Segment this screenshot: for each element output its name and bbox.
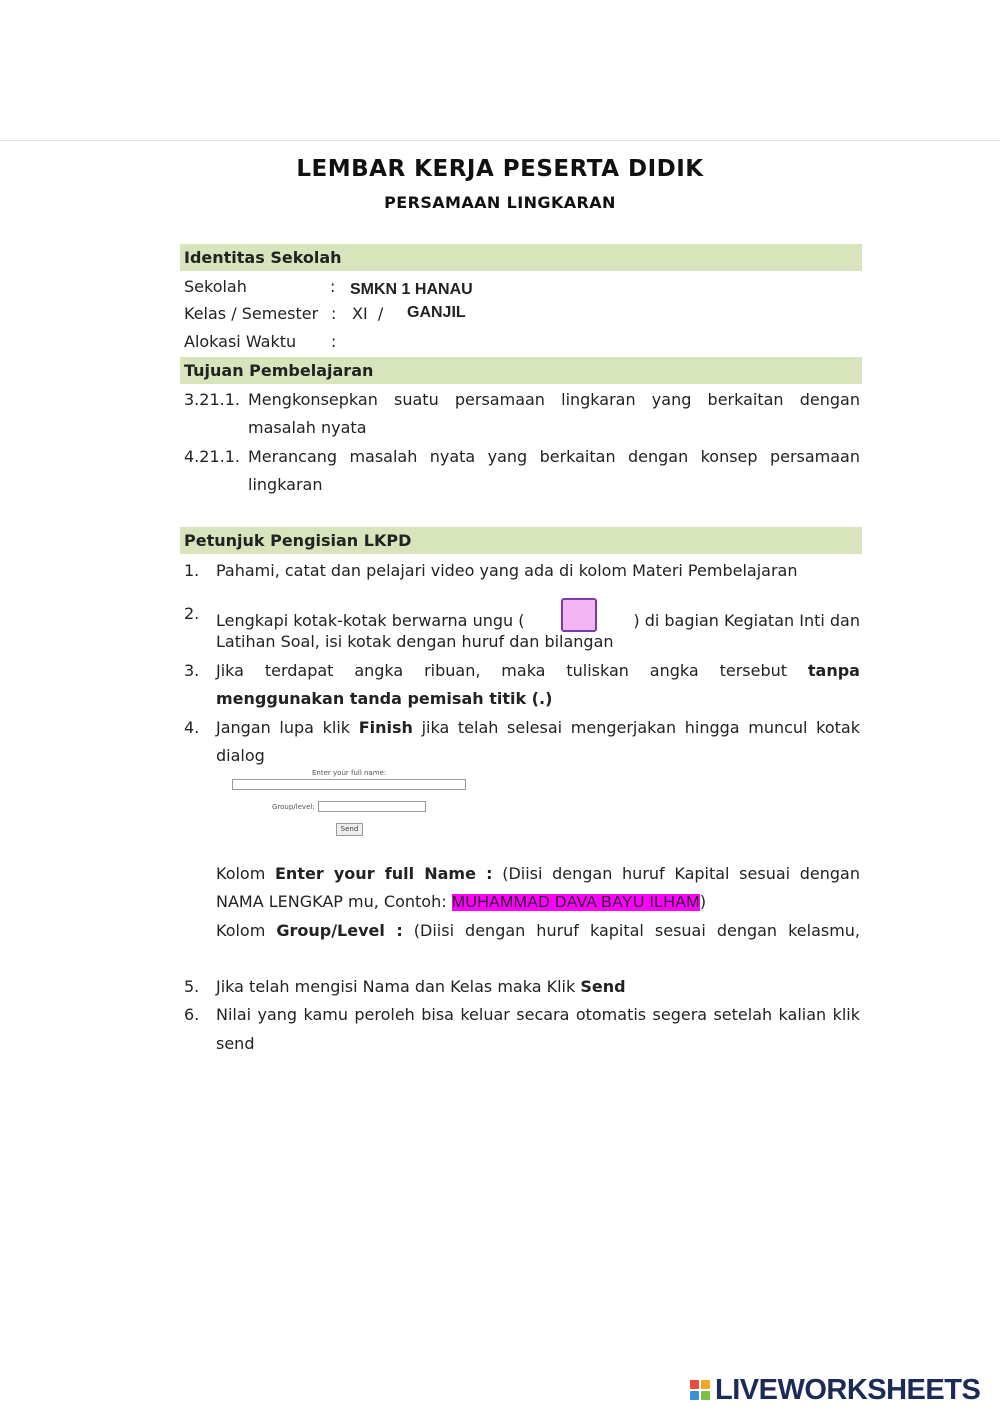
purple-box-icon bbox=[561, 598, 597, 632]
example-name-highlight: MUHAMMAD DAVA BAYU ILHAM bbox=[451, 894, 700, 911]
dialog-send-button: Send bbox=[336, 823, 363, 836]
logo-square-icon bbox=[701, 1380, 710, 1389]
petunjuk-3-line bbox=[216, 661, 860, 681]
petunjuk-4-text-c: jika telah selesai mengerjakan hingga muncul kotak bbox=[421, 718, 860, 737]
section-petunjuk-heading: Petunjuk Pengisian LKPD bbox=[180, 527, 862, 554]
petunjuk-1-number: 1. bbox=[184, 561, 200, 580]
kolom-name-a: Kolom bbox=[216, 864, 266, 883]
petunjuk-4-number: 4. bbox=[184, 718, 200, 737]
logo-square-icon bbox=[701, 1391, 710, 1400]
kolom-name-line2 bbox=[216, 892, 706, 913]
petunjuk-5-number: 5. bbox=[184, 977, 200, 996]
petunjuk-2-text-a: Lengkapi kotak-kotak berwarna ungu ( bbox=[216, 611, 525, 630]
petunjuk-6-number: 6. bbox=[184, 1005, 200, 1024]
kolom-name-line2-end: ) bbox=[699, 892, 707, 911]
tujuan-item-number: 4.21.1. bbox=[184, 447, 240, 466]
petunjuk-4-finish: Finish bbox=[358, 718, 413, 737]
logo-grid-icon bbox=[690, 1380, 710, 1400]
dialog-name-input bbox=[232, 779, 466, 790]
tujuan-item-text-cont: masalah nyata bbox=[248, 418, 367, 437]
kelas-colon: : bbox=[331, 304, 337, 323]
kelas-label: Kelas / Semester bbox=[184, 304, 319, 323]
petunjuk-3-bold-cont: menggunakan tanda pemisah titik (.) bbox=[216, 689, 553, 708]
dialog-group-label: Group/level: bbox=[272, 803, 315, 811]
liveworksheets-logo bbox=[690, 1372, 980, 1408]
petunjuk-1-text: Pahami, catat dan pelajari video yang ada di kolom Materi Pembelajaran bbox=[216, 561, 798, 580]
waktu-label: Alokasi Waktu bbox=[184, 332, 297, 351]
petunjuk-4-text-cont: dialog bbox=[216, 746, 265, 765]
logo-text: LIVEWORKSHEETS bbox=[715, 1373, 981, 1406]
kolom-group-b: Group/Level : bbox=[276, 921, 403, 940]
semester-value: GANJIL bbox=[407, 304, 466, 321]
section-tujuan-heading: Tujuan Pembelajaran bbox=[180, 357, 862, 384]
section-identitas-heading: Identitas Sekolah bbox=[180, 244, 862, 271]
kolom-name-b: Enter your full Name : bbox=[275, 864, 493, 883]
petunjuk-4-text-a: Jangan lupa klik bbox=[216, 718, 351, 737]
logo-square-icon bbox=[690, 1391, 699, 1400]
kolom-group-line bbox=[216, 921, 860, 941]
petunjuk-4-line bbox=[216, 718, 860, 738]
sekolah-value: SMKN 1 HANAU bbox=[350, 281, 473, 298]
tujuan-item-text: Merancang masalah nyata yang berkaitan dengan konsep persamaan bbox=[248, 447, 860, 466]
petunjuk-5-line bbox=[216, 977, 626, 997]
petunjuk-2-text-b: ) di bagian Kegiatan Inti dan bbox=[633, 611, 860, 630]
dialog-group-input bbox=[318, 801, 426, 812]
tujuan-item-number: 3.21.1. bbox=[184, 390, 240, 409]
page-title: LEMBAR KERJA PESERTA DIDIK bbox=[296, 156, 704, 182]
tujuan-item-text: Mengkonsepkan suatu persamaan lingkaran yang berkaitan dengan bbox=[248, 390, 860, 409]
kelas-value: XI / bbox=[352, 304, 384, 323]
petunjuk-6-text: Nilai yang kamu peroleh bisa keluar secara otomatis segera setelah kalian klik bbox=[216, 1005, 860, 1024]
kolom-group-a: Kolom bbox=[216, 921, 266, 940]
petunjuk-2-number: 2. bbox=[184, 604, 200, 623]
petunjuk-3-number: 3. bbox=[184, 661, 200, 680]
tujuan-item-text-cont: lingkaran bbox=[248, 475, 323, 494]
kolom-name-line bbox=[216, 864, 860, 884]
petunjuk-6-text-cont: send bbox=[216, 1034, 255, 1053]
kolom-group-c: (Diisi dengan huruf kapital sesuai dengan kelasmu, bbox=[413, 921, 861, 940]
sekolah-label: Sekolah bbox=[184, 277, 247, 296]
top-divider bbox=[0, 140, 1000, 141]
petunjuk-5-send: Send bbox=[580, 977, 626, 996]
petunjuk-3-text: Jika terdapat angka ribuan, maka tuliskan angka tersebut bbox=[216, 661, 788, 680]
sekolah-colon: : bbox=[330, 277, 336, 296]
waktu-colon: : bbox=[331, 332, 337, 351]
petunjuk-5-text: Jika telah mengisi Nama dan Kelas maka Klik bbox=[216, 977, 576, 996]
petunjuk-2-text-cont: Latihan Soal, isi kotak dengan huruf dan bilangan bbox=[216, 632, 614, 651]
logo-square-icon bbox=[690, 1380, 699, 1389]
kolom-name-line2-a: NAMA LENGKAP mu, Contoh: bbox=[216, 892, 447, 911]
page-subtitle: PERSAMAAN LINGKARAN bbox=[384, 193, 616, 212]
petunjuk-3-bold: tanpa bbox=[807, 661, 860, 680]
kolom-name-c: (Diisi dengan huruf Kapital sesuai dengan bbox=[502, 864, 861, 883]
dialog-name-label: Enter your full name: bbox=[312, 769, 387, 777]
